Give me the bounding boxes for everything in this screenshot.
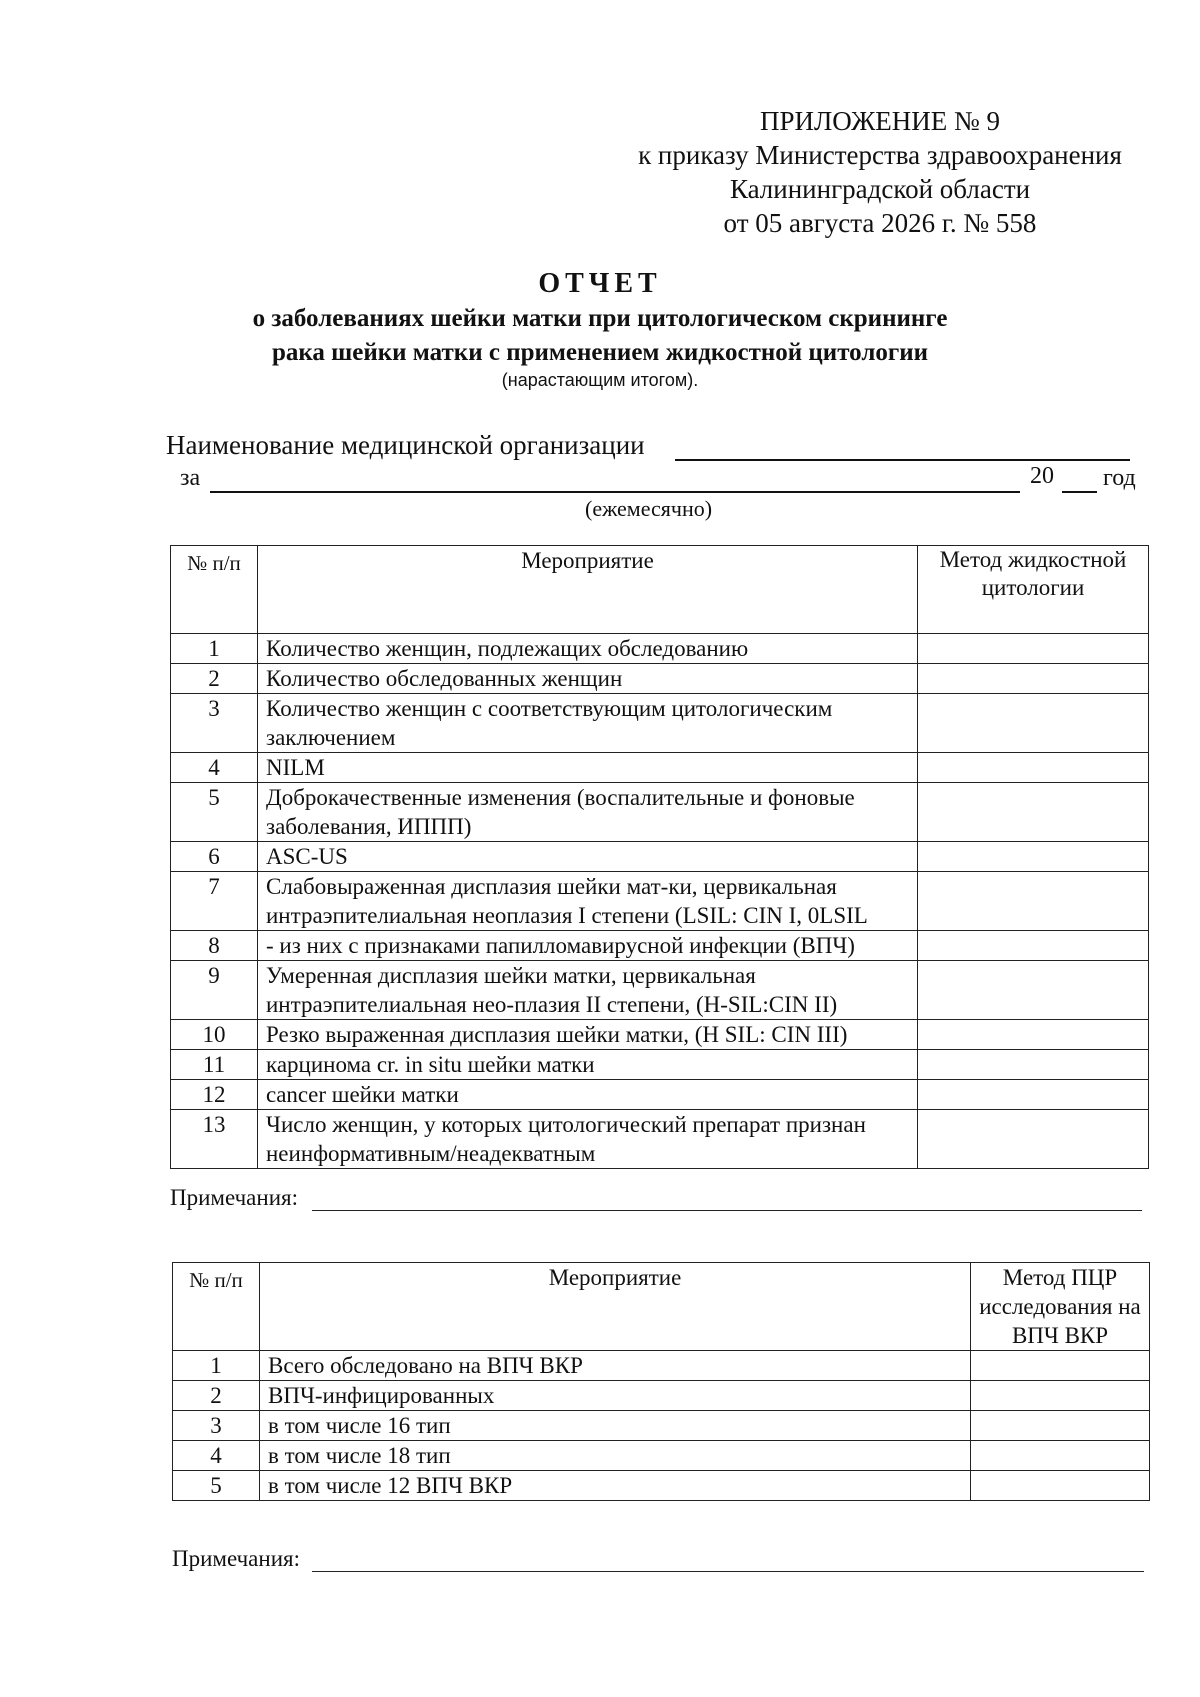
row-value-cell[interactable] bbox=[971, 1351, 1150, 1381]
row-number: 5 bbox=[171, 783, 258, 842]
table-row bbox=[171, 1020, 1149, 1050]
table-row bbox=[171, 1080, 1149, 1110]
year-word: год bbox=[1103, 465, 1136, 491]
table-header-row bbox=[173, 1263, 1150, 1351]
row-activity: карцинома cr. in situ шейки матки bbox=[258, 1050, 918, 1080]
row-number: 4 bbox=[171, 753, 258, 783]
pcr-table bbox=[172, 1262, 1150, 1501]
row-value-cell[interactable] bbox=[918, 1020, 1149, 1050]
table-header-row bbox=[171, 546, 1149, 634]
row-value-cell[interactable] bbox=[918, 1110, 1149, 1169]
row-number: 10 bbox=[171, 1020, 258, 1050]
appendix-header bbox=[600, 104, 1160, 240]
notes-field[interactable] bbox=[312, 1210, 1142, 1211]
table-row bbox=[173, 1411, 1150, 1441]
notes-label: Примечания: bbox=[172, 1546, 300, 1571]
row-number: 7 bbox=[171, 872, 258, 931]
report-subtitle-note: (нарастающим итогом). bbox=[501, 370, 699, 390]
row-number: 1 bbox=[171, 634, 258, 664]
row-number: 3 bbox=[173, 1411, 260, 1441]
header-method: Метод ПЦР исследования на ВПЧ ВКР bbox=[971, 1263, 1150, 1351]
notes-label: Примечания: bbox=[170, 1185, 298, 1210]
row-value-cell[interactable] bbox=[918, 694, 1149, 753]
row-number: 2 bbox=[173, 1381, 260, 1411]
row-number: 5 bbox=[173, 1471, 260, 1501]
row-value-cell[interactable] bbox=[918, 664, 1149, 694]
row-activity: ASC-US bbox=[258, 842, 918, 872]
row-number: 11 bbox=[171, 1050, 258, 1080]
row-number: 4 bbox=[173, 1441, 260, 1471]
row-activity: Всего обследовано на ВПЧ ВКР bbox=[260, 1351, 971, 1381]
report-subtitle-line2: рака шейки матки с применением жидкостной цитологии bbox=[271, 339, 929, 366]
table-row bbox=[171, 783, 1149, 842]
row-number: 6 bbox=[171, 842, 258, 872]
org-name-field[interactable] bbox=[675, 459, 1130, 461]
table-row bbox=[171, 634, 1149, 664]
header-num: № п/п bbox=[171, 546, 258, 634]
org-name-label: Наименование медицинской организации bbox=[166, 430, 645, 460]
row-activity: ВПЧ-инфицированных bbox=[260, 1381, 971, 1411]
appendix-order-line: к приказу Министерства здравоохранения bbox=[638, 140, 1122, 170]
period-field[interactable] bbox=[210, 491, 1020, 493]
row-number: 13 bbox=[171, 1110, 258, 1169]
header-activity: Мероприятие bbox=[260, 1263, 971, 1351]
table-row bbox=[171, 842, 1149, 872]
row-value-cell[interactable] bbox=[971, 1471, 1150, 1501]
row-activity: Доброкачественные изменения (воспалительные и фоновые заболевания, ИППП) bbox=[258, 783, 918, 842]
table-row bbox=[171, 1050, 1149, 1080]
notes-field[interactable] bbox=[312, 1571, 1144, 1572]
table-row bbox=[171, 664, 1149, 694]
table-row bbox=[171, 872, 1149, 931]
table-row bbox=[171, 694, 1149, 753]
row-activity: в том числе 18 тип bbox=[260, 1441, 971, 1471]
table-row bbox=[173, 1441, 1150, 1471]
row-value-cell[interactable] bbox=[918, 634, 1149, 664]
year-prefix: 20 bbox=[1030, 463, 1054, 489]
period-label: за bbox=[180, 465, 201, 491]
row-value-cell[interactable] bbox=[918, 1050, 1149, 1080]
row-value-cell[interactable] bbox=[918, 931, 1149, 961]
appendix-date-line: от 05 августа 2026 г. № 558 bbox=[723, 208, 1037, 238]
appendix-title: ПРИЛОЖЕНИЕ № 9 bbox=[759, 106, 1001, 136]
row-value-cell[interactable] bbox=[918, 783, 1149, 842]
row-activity: - из них с признаками папилломавирусной инфекции (ВПЧ) bbox=[258, 931, 918, 961]
row-value-cell[interactable] bbox=[918, 753, 1149, 783]
table-row bbox=[171, 753, 1149, 783]
table-row bbox=[171, 1110, 1149, 1169]
row-activity: Количество женщин с соответствующим цитологическим заключением bbox=[258, 694, 918, 753]
header-num: № п/п bbox=[173, 1263, 260, 1351]
row-number: 1 bbox=[173, 1351, 260, 1381]
row-activity: Резко выраженная дисплазия шейки матки, (H SIL: CIN III) bbox=[258, 1020, 918, 1050]
row-number: 2 bbox=[171, 664, 258, 694]
cytology-table bbox=[170, 545, 1149, 1169]
row-activity: Умеренная дисплазия шейки матки, цервикальная интраэпителиальная нео-плазия II степени, (H-SIL:CIN II) bbox=[258, 961, 918, 1020]
row-number: 8 bbox=[171, 931, 258, 961]
table-row bbox=[173, 1381, 1150, 1411]
header-method: Метод жидкостной цитологии bbox=[918, 546, 1149, 634]
appendix-region-line: Калининградской области bbox=[729, 174, 1031, 204]
row-activity: Число женщин, у которых цитологический препарат признан неинформативным/неадекватным bbox=[258, 1110, 918, 1169]
row-value-cell[interactable] bbox=[971, 1381, 1150, 1411]
report-subtitle-line1: о заболеваниях шейки матки при цитологическом скрининге bbox=[252, 305, 948, 332]
table-row bbox=[171, 931, 1149, 961]
year-field[interactable] bbox=[1062, 491, 1097, 493]
row-number: 12 bbox=[171, 1080, 258, 1110]
row-value-cell[interactable] bbox=[971, 1411, 1150, 1441]
header-activity: Мероприятие bbox=[258, 546, 918, 634]
row-activity: Слабовыраженная дисплазия шейки мат-ки, цервикальная интраэпителиальная неоплазия I степени (LSIL: CIN I, 0LSIL bbox=[258, 872, 918, 931]
row-number: 3 bbox=[171, 694, 258, 753]
table-row bbox=[173, 1471, 1150, 1501]
row-activity: cancer шейки матки bbox=[258, 1080, 918, 1110]
row-activity: Количество женщин, подлежащих обследованию bbox=[258, 634, 918, 664]
row-activity: в том числе 12 ВПЧ ВКР bbox=[260, 1471, 971, 1501]
row-activity: NILM bbox=[258, 753, 918, 783]
row-activity: в том числе 16 тип bbox=[260, 1411, 971, 1441]
table-row bbox=[173, 1351, 1150, 1381]
row-value-cell[interactable] bbox=[918, 842, 1149, 872]
period-note: (ежемесячно) bbox=[585, 496, 713, 521]
row-value-cell[interactable] bbox=[918, 872, 1149, 931]
row-number: 9 bbox=[171, 961, 258, 1020]
row-value-cell[interactable] bbox=[918, 1080, 1149, 1110]
row-value-cell[interactable] bbox=[971, 1441, 1150, 1471]
row-activity: Количество обследованных женщин bbox=[258, 664, 918, 694]
table-row bbox=[171, 961, 1149, 1020]
report-title: ОТЧЕТ bbox=[538, 268, 662, 299]
row-value-cell[interactable] bbox=[918, 961, 1149, 1020]
